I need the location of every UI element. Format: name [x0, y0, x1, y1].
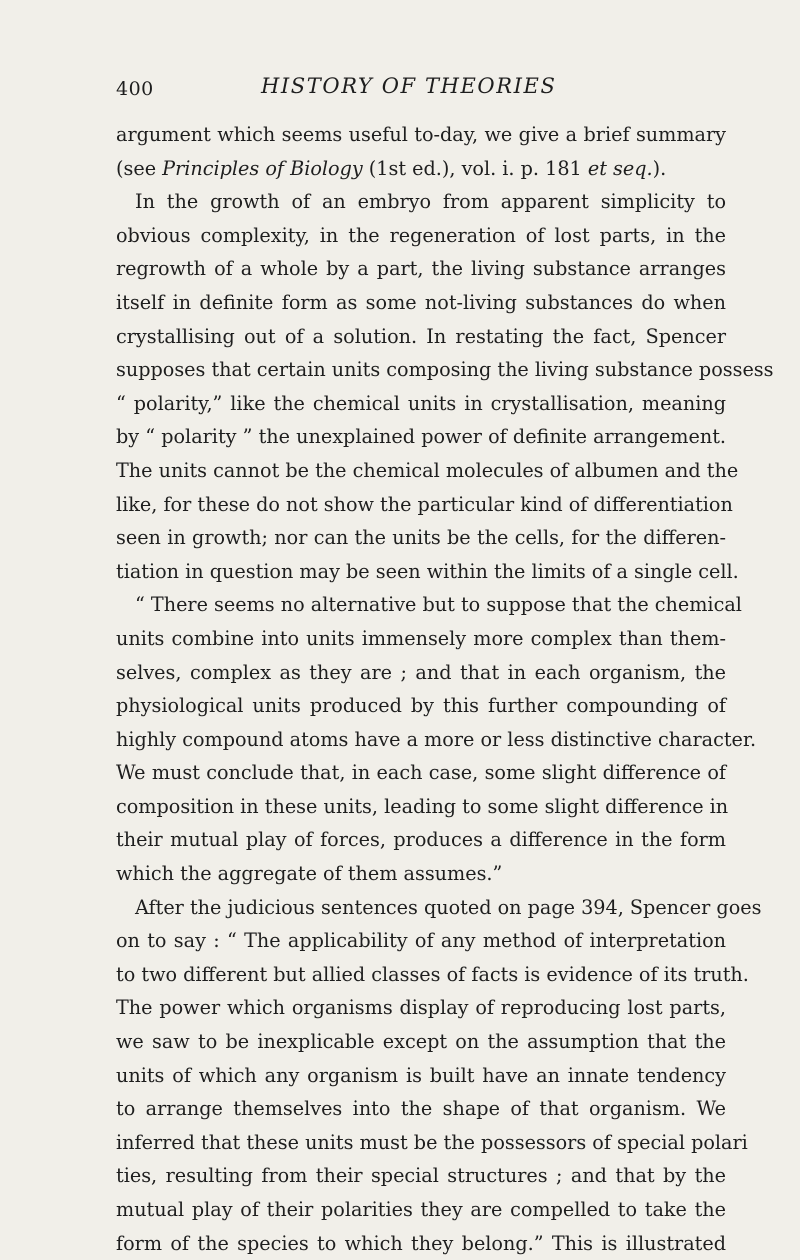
body-text [116, 118, 774, 1260]
text-line [116, 1025, 726, 1059]
line-text: “ There seems no alternative but to suppose that the chemical [135, 593, 742, 617]
text-line [116, 353, 774, 387]
line-text: crystallising out of a solution. In restating the fact, Spencer [116, 324, 726, 348]
line-text: by “ polarity ” the unexplained power of definite arrangement. [116, 425, 726, 449]
text-line [116, 387, 726, 421]
text-line [116, 723, 757, 757]
line-text: inferred that these units must be the possessors of special polari [116, 1130, 748, 1154]
text-line [116, 454, 739, 488]
line-text: supposes that certain units composing the living substance possess [116, 358, 774, 382]
line-text: selves, complex as they are ; and that in each organism, the [116, 660, 726, 684]
text-line [116, 857, 726, 891]
text-line [116, 689, 726, 723]
text-line [116, 1059, 726, 1093]
line-text: “ polarity,” like the chemical units in crystallisation, meaning [116, 391, 726, 415]
page-number: 400 [116, 78, 154, 100]
text-line [116, 1159, 726, 1193]
text-line [116, 924, 726, 958]
text-line [116, 1126, 748, 1160]
text-line [116, 656, 726, 690]
text-line [116, 588, 742, 622]
text-line [116, 521, 726, 555]
text-line [116, 622, 726, 656]
line-text: argument which seems useful to-day, we give a brief summary [116, 123, 726, 146]
text-line [116, 1092, 726, 1126]
text-line [116, 555, 739, 589]
line-text: composition in these units, leading to some slight difference in [116, 794, 729, 818]
line-text: on to say : “ The applicability of any method of interpretation [116, 929, 726, 953]
text-line [116, 756, 726, 790]
line-text: (1st ed.), vol. i. p. 181 [362, 156, 588, 180]
line-text: to arrange themselves into the shape of that organism. We [116, 1097, 726, 1121]
text-line [116, 1227, 726, 1260]
line-text: mutual play of their polarities they are compelled to take the [116, 1198, 726, 1221]
text-line [116, 958, 749, 992]
text-line [116, 488, 733, 522]
text-line [116, 891, 762, 925]
text-line [116, 823, 726, 857]
text-line [116, 320, 726, 354]
text-line [116, 152, 726, 186]
line-text: ). [652, 156, 667, 180]
line-text: form of the species to which they belong.” This is illustrated [116, 1231, 726, 1255]
running-head [116, 72, 726, 104]
line-text: seen in growth; nor can the units be the cells, for the differen- [116, 526, 726, 550]
line-text: obvious complexity, in the regeneration of lost parts, in the [116, 223, 726, 247]
line-text: their mutual play of forces, produces a difference in the form [116, 828, 726, 852]
text-line [116, 185, 726, 219]
line-text: (see [116, 156, 163, 180]
italic-text: et seq. [587, 156, 653, 180]
line-text: The units cannot be the chemical molecules of albumen and the [116, 458, 739, 482]
text-line [116, 1193, 726, 1227]
line-text: ties, resulting from their special structures ; and that by the [116, 1164, 726, 1188]
line-text: We must conclude that, in each case, some slight difference of [116, 761, 726, 785]
line-text: After the judicious sentences quoted on page 394, Spencer goes [135, 895, 762, 919]
text-line [116, 286, 726, 320]
text-line [116, 790, 729, 824]
text-line [116, 252, 726, 286]
line-text: units combine into units immensely more complex than them- [116, 626, 726, 650]
line-text: to two different but allied classes of facts is evidence of its truth. [116, 962, 749, 986]
text-line [116, 118, 726, 152]
line-text: which the aggregate of them assumes.” [116, 862, 503, 886]
line-text: itself in definite form as some not-living substances do when [116, 290, 726, 314]
line-text: physiological units produced by this further compounding of [116, 694, 726, 718]
line-text: regrowth of a whole by a part, the living substance arranges [116, 257, 726, 281]
line-text: tiation in question may be seen within the limits of a single cell. [116, 559, 739, 583]
line-text: highly compound atoms have a more or less distinctive character. [116, 727, 757, 751]
line-text: units of which any organism is built have an innate tendency [116, 1063, 726, 1087]
line-text: In the growth of an embryo from apparent simplicity to [135, 190, 726, 214]
italic-text: Principles of Biology [162, 156, 363, 180]
line-text: The power which organisms display of reproducing lost parts, [116, 996, 726, 1020]
line-text: like, for these do not show the particular kind of differentiation [116, 492, 733, 516]
text-line [116, 420, 726, 454]
text-line [116, 219, 726, 253]
text-line [116, 991, 726, 1025]
line-text: we saw to be inexplicable except on the assumption that the [116, 1030, 726, 1054]
running-title: HISTORY OF THEORIES [261, 74, 557, 98]
